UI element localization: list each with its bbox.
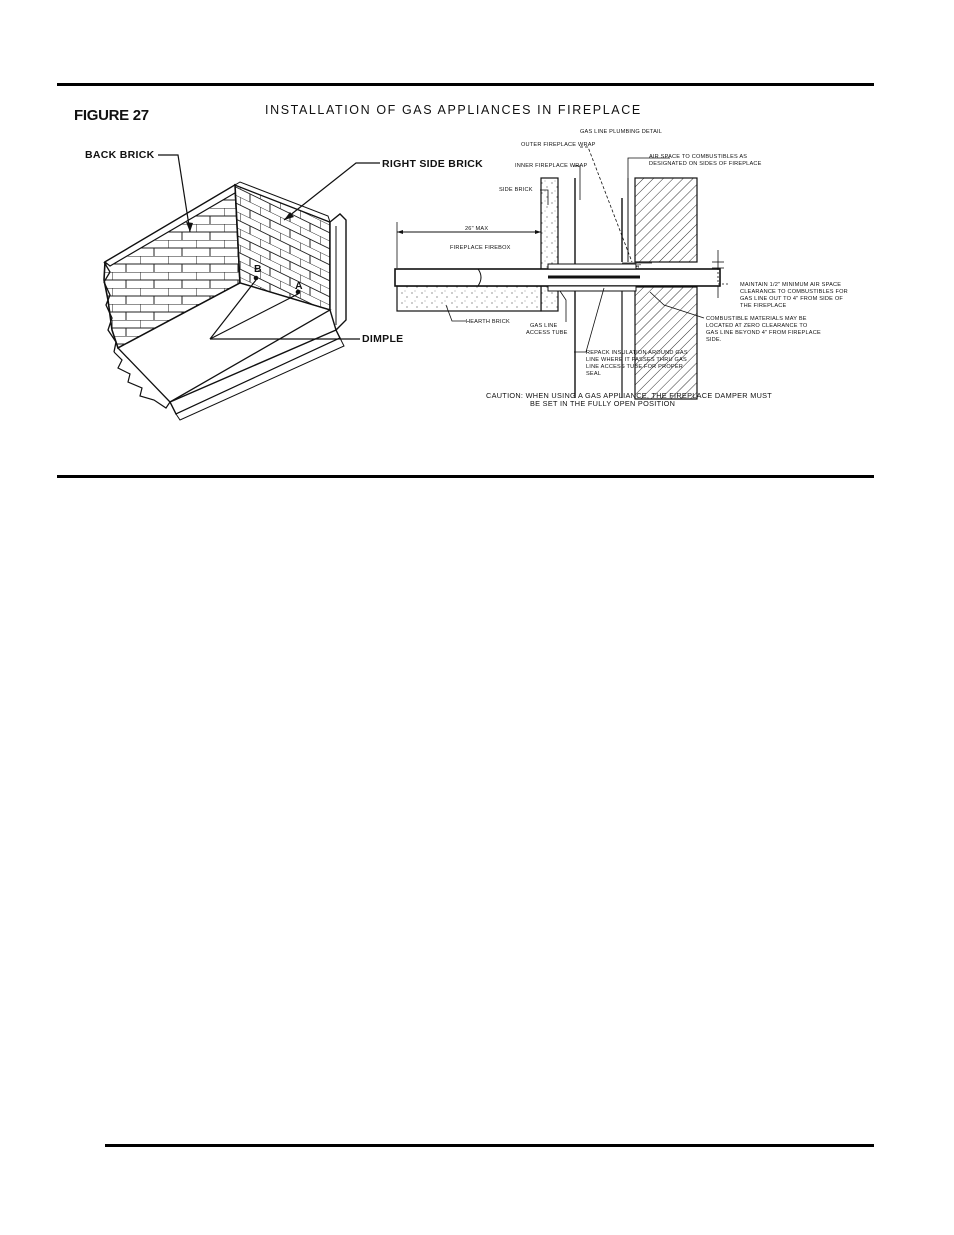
inner-wrap-label: INNER FIREPLACE WRAP [515,163,588,169]
figure-title: INSTALLATION OF GAS APPLIANCES IN FIREPLACE [265,103,642,117]
point-b-label: B [254,263,262,275]
air-space-label-2: DESIGNATED ON SIDES OF FIREPLACE [649,161,762,167]
combustible-label-1: COMBUSTIBLE MATERIALS MAY BE [706,316,807,322]
dimple-label: DIMPLE [362,333,404,345]
dimple-point-b [254,276,259,281]
hearth-brick [397,286,541,311]
detail-title: GAS LINE PLUMBING DETAIL [580,129,663,135]
side-brick-label: SIDE BRICK [499,187,533,193]
combustible-wall-upper [635,178,697,262]
back-brick-label: BACK BRICK [85,149,155,161]
outer-wrap-label: OUTER FIREPLACE WRAP [521,142,596,148]
maintain-label-4: THE FIREPLACE [740,303,787,309]
middle-rule [57,475,874,478]
air-space-label-1: AIR SPACE TO COMBUSTIBLES AS [649,154,748,160]
access-tube-label-1: GAS LINE [530,323,558,329]
repack-label-4: SEAL [586,371,602,377]
firebox-label: FIREPLACE FIREBOX [450,245,511,251]
max-dimension-label: 26" MAX [465,226,489,232]
combustible-wall-lower [635,287,697,399]
gas-line-plumbing-detail [395,129,848,408]
repack-label-2: LINE WHERE IT PASSES THRU GAS [586,357,687,363]
caution-line-1: CAUTION: WHEN USING A GAS APPLIANCE, THE FIREPLACE DAMPER MUST [486,391,773,400]
maintain-label-1: MAINTAIN 1/2" MINIMUM AIR SPACE [740,282,842,288]
combustible-label-2: LOCATED AT ZERO CLEARANCE TO [706,323,808,329]
bottom-rule [105,1144,874,1147]
four-inch-dimension-label: 4" [636,264,642,270]
figure-label: FIGURE 27 [74,107,149,124]
maintain-label-2: CLEARANCE TO COMBUSTIBLES FOR [740,289,848,295]
combustible-label-3: GAS LINE BEYOND 4" FROM FIREPLACE [706,330,821,336]
hearth-brick-label: HEARTH BRICK [466,319,510,325]
maintain-label-3: GAS LINE OUT TO 4" FROM SIDE OF [740,296,843,302]
repack-label-1: REPACK INSULATION AROUND GAS [586,350,688,356]
right-side-brick-label: RIGHT SIDE BRICK [382,158,484,170]
combustible-label-4: SIDE. [706,337,722,343]
side-brick [541,178,558,271]
repack-label-3: LINE ACCESS TUBE FOR PROPER [586,364,683,370]
access-tube-label-2: ACCESS TUBE [526,330,568,336]
point-a-label: A [295,280,303,292]
caution-line-2: BE SET IN THE FULLY OPEN POSITION [530,399,676,408]
